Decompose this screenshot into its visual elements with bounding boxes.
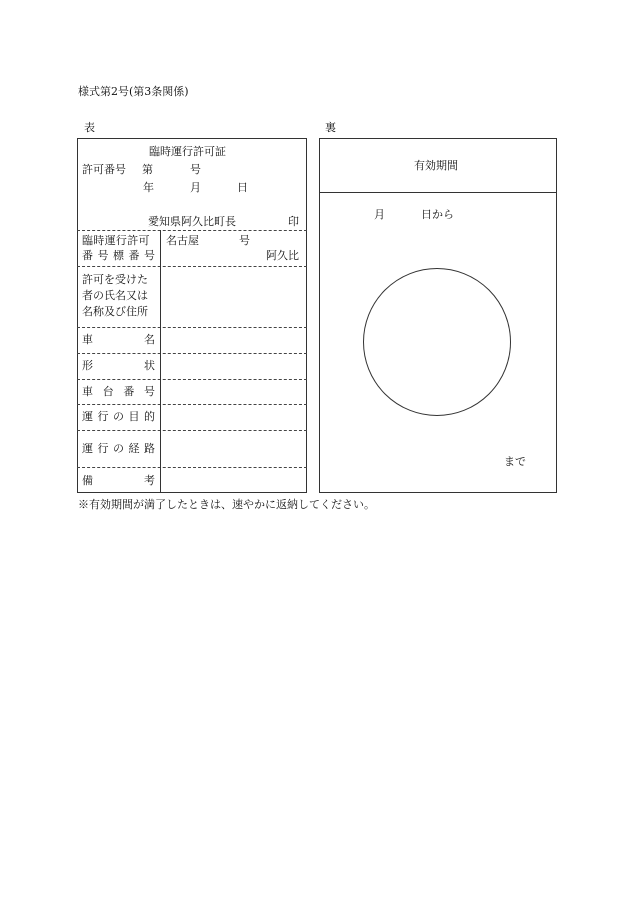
front-divider <box>77 404 307 405</box>
validity-until: まで <box>504 455 526 468</box>
label-char: 行 <box>97 410 109 423</box>
plate-label-line2 <box>82 250 155 262</box>
permit-number-label: 許可番号 <box>82 163 126 176</box>
label-char: 運 <box>82 442 93 455</box>
label-char: 経 <box>128 442 140 455</box>
issuer-name: 愛知県阿久比町長 <box>148 215 236 228</box>
validity-period-title: 有効期間 <box>414 159 458 172</box>
plate-town: 阿久比 <box>266 249 299 262</box>
form-title: 様式第2号(第3条関係) <box>78 85 189 98</box>
label-char: 車 <box>82 333 93 346</box>
label-char: 行 <box>97 442 109 455</box>
permit-title: 臨時運行許可証 <box>149 145 226 158</box>
label-char: 車 <box>82 385 93 398</box>
permit-number-go: 号 <box>190 163 201 176</box>
shape-label <box>82 360 155 372</box>
chassis-number-label <box>82 386 155 398</box>
label-char: 名 <box>144 333 155 346</box>
issue-year: 年 <box>143 181 154 194</box>
label-char: 番 <box>123 385 135 398</box>
label-char: 号 <box>143 385 155 398</box>
front-divider <box>77 379 307 380</box>
label-char: 路 <box>144 442 155 455</box>
back-divider <box>319 192 557 193</box>
front-divider <box>77 266 307 267</box>
front-divider <box>77 353 307 354</box>
holder-label-line2: 者の氏名又は <box>82 289 148 302</box>
label-char: 形 <box>82 359 93 372</box>
label-char: 号 <box>97 249 109 262</box>
footer-note: ※有効期間が満了したときは、速やかに返納してください。 <box>78 498 375 511</box>
label-char: の <box>113 442 124 455</box>
route-label <box>82 443 155 455</box>
label-char: 標 <box>113 249 124 262</box>
front-divider <box>77 430 307 431</box>
car-name-label <box>82 334 155 346</box>
holder-label-line3: 名称及び住所 <box>82 305 148 318</box>
purpose-label <box>82 411 155 423</box>
remarks-label <box>82 475 155 487</box>
back-side-label: 裏 <box>325 121 336 134</box>
label-char: 運 <box>82 410 93 423</box>
validity-month: 月 <box>374 208 385 221</box>
front-column-divider <box>160 230 161 493</box>
holder-label-line1: 許可を受けた <box>82 273 148 286</box>
label-char: 備 <box>82 474 93 487</box>
label-char: 号 <box>144 249 155 262</box>
front-divider <box>77 327 307 328</box>
plate-label-line1: 臨時運行許可 <box>82 234 150 247</box>
label-char: 的 <box>144 410 155 423</box>
issue-month: 月 <box>190 181 201 194</box>
label-char: 目 <box>128 410 140 423</box>
permit-number-dai: 第 <box>142 163 153 176</box>
label-char: 状 <box>144 359 155 372</box>
label-char: 番 <box>82 249 93 262</box>
seal-mark: 印 <box>288 215 299 228</box>
validity-from: 日から <box>421 208 454 221</box>
plate-city: 名古屋 <box>166 234 199 247</box>
label-char: 番 <box>128 249 140 262</box>
front-side-label: 表 <box>84 121 95 134</box>
label-char: の <box>113 410 124 423</box>
plate-go: 号 <box>239 234 250 247</box>
label-char: 考 <box>144 474 155 487</box>
front-divider <box>77 467 307 468</box>
issue-day: 日 <box>237 181 248 194</box>
front-divider <box>77 230 307 231</box>
label-char: 台 <box>102 385 114 398</box>
stamp-circle <box>363 268 511 416</box>
